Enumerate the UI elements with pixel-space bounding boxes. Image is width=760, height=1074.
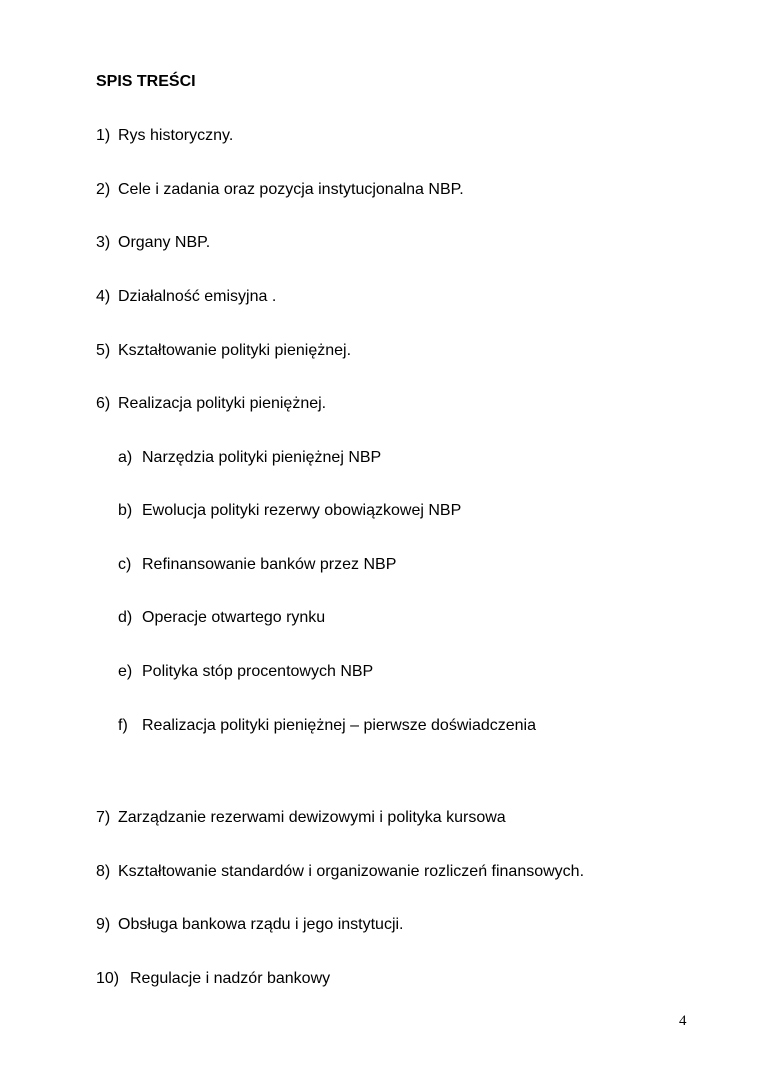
toc-item-9 — [96, 915, 404, 935]
toc-subitem-text: Refinansowanie banków przez NBP — [142, 556, 397, 573]
toc-item-number: 3) — [96, 234, 111, 251]
toc-subitem-c — [118, 555, 396, 575]
toc-item-10 — [96, 969, 330, 989]
toc-subitem-a — [118, 448, 381, 468]
toc-subitem-letter: d) — [118, 609, 133, 626]
toc-item-text: Obsługa bankowa rządu i jego instytucji. — [118, 916, 404, 933]
toc-item-number: 6) — [96, 395, 111, 412]
toc-subitem-text: Ewolucja polityki rezerwy obowiązkowej NBP — [142, 502, 462, 519]
toc-subitem-letter: f) — [118, 717, 128, 734]
page-title: SPIS TREŚCI — [96, 73, 196, 90]
toc-subitem-letter: a) — [118, 449, 133, 466]
page-number: 4 — [679, 1013, 687, 1029]
toc-item-text: Kształtowanie polityki pieniężnej. — [118, 342, 352, 359]
toc-item-text: Realizacja polityki pieniężnej. — [118, 395, 327, 412]
toc-item-4 — [96, 287, 276, 307]
toc-item-5 — [96, 341, 351, 361]
toc-subitem-letter: b) — [118, 502, 133, 519]
toc-item-number: 2) — [96, 181, 111, 198]
toc-subitem-d — [118, 608, 325, 628]
toc-item-1 — [96, 126, 233, 146]
toc-item-text: Działalność emisyjna . — [118, 288, 277, 305]
toc-item-number: 1) — [96, 127, 111, 144]
toc-subitem-text: Polityka stóp procentowych NBP — [142, 663, 374, 680]
toc-subitem-text: Operacje otwartego rynku — [142, 609, 326, 626]
toc-item-text: Zarządzanie rezerwami dewizowymi i polityka kursowa — [118, 809, 506, 826]
toc-item-text: Cele i zadania oraz pozycja instytucjonalna NBP. — [118, 181, 464, 198]
toc-item-number: 10) — [96, 970, 120, 987]
toc-item-text: Kształtowanie standardów i organizowanie rozliczeń finansowych. — [118, 863, 585, 880]
toc-item-number: 4) — [96, 288, 111, 305]
toc-subitem-text: Realizacja polityki pieniężnej – pierwsze doświadczenia — [142, 717, 536, 734]
toc-subitem-f — [118, 716, 536, 736]
toc-item-number: 5) — [96, 342, 111, 359]
toc-subitem-letter: c) — [118, 556, 132, 573]
toc-subitem-b — [118, 501, 461, 521]
toc-item-6 — [96, 394, 326, 414]
toc-item-text: Organy NBP. — [118, 234, 211, 251]
toc-item-8 — [96, 862, 584, 882]
toc-item-number: 8) — [96, 863, 111, 880]
toc-item-3 — [96, 233, 210, 253]
toc-subitem-text: Narzędzia polityki pieniężnej NBP — [142, 449, 382, 466]
toc-item-number: 9) — [96, 916, 111, 933]
toc-item-7 — [96, 808, 506, 828]
toc-item-text: Rys historyczny. — [118, 127, 234, 144]
toc-subitem-letter: e) — [118, 663, 133, 680]
toc-item-number: 7) — [96, 809, 111, 826]
toc-item-2 — [96, 180, 464, 200]
toc-item-text: Regulacje i nadzór bankowy — [130, 970, 331, 987]
toc-subitem-e — [118, 662, 373, 682]
